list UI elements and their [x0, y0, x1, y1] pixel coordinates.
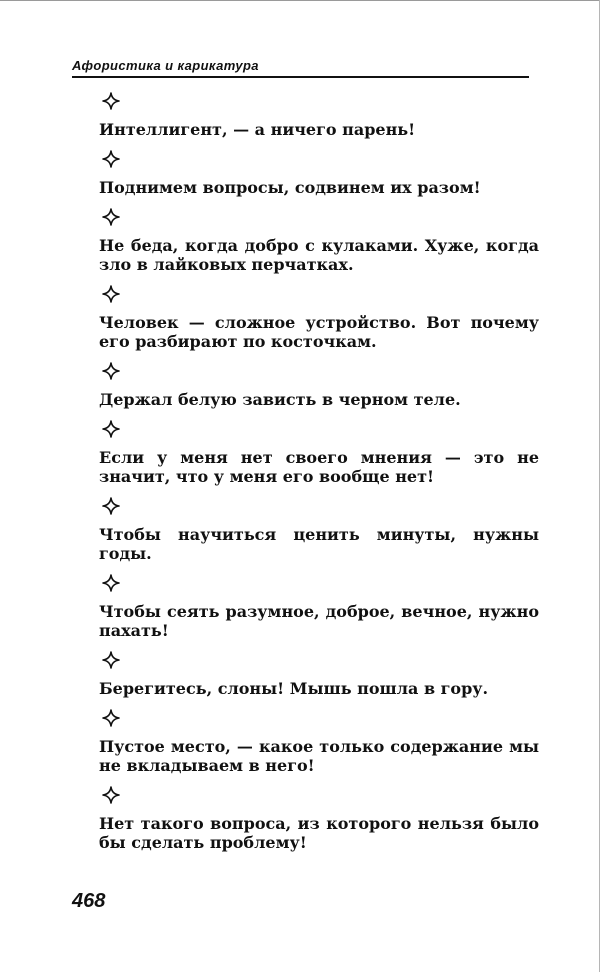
aphorism-text: Интеллигент, — а ничего парень!: [99, 120, 416, 139]
aphorism-entry: [99, 651, 539, 698]
aphorism-text: Нет такого вопроса, из которого нельзя было бы сделать проблему!: [99, 814, 539, 852]
page-number: 468: [72, 890, 106, 912]
four-point-star-icon: [102, 497, 120, 515]
aphorism-text: Не беда, когда добро с кулаками. Хуже, когда зло в лайковых перчатках.: [99, 236, 539, 274]
four-point-star-icon: [102, 362, 120, 380]
page-edge-top: [0, 0, 600, 1]
aphorism-list: [99, 92, 539, 863]
aphorism-text: Человек — сложное устройство. Вот почему его разбирают по косточкам.: [99, 313, 539, 351]
aphorism-entry: [99, 285, 539, 351]
aphorism-entry: [99, 420, 539, 486]
aphorism-text: Пустое место, — какое только содержание мы не вкладываем в него!: [99, 737, 539, 775]
aphorism-text: Поднимем вопросы, содвинем их разом!: [99, 178, 481, 197]
aphorism-entry: [99, 786, 539, 852]
aphorism-text: Чтобы сеять разумное, доброе, вечное, нужно пахать!: [99, 602, 539, 640]
aphorism-entry: [99, 362, 539, 409]
aphorism-entry: [99, 574, 539, 640]
four-point-star-icon: [102, 150, 120, 168]
four-point-star-icon: [102, 92, 120, 110]
four-point-star-icon: [102, 786, 120, 804]
aphorism-text: Если у меня нет своего мнения — это не значит, что у меня его вообще нет!: [99, 448, 539, 486]
header-rule: [72, 76, 529, 78]
four-point-star-icon: [102, 285, 120, 303]
aphorism-entry: [99, 92, 539, 139]
aphorism-entry: [99, 208, 539, 274]
four-point-star-icon: [102, 208, 120, 226]
four-point-star-icon: [102, 651, 120, 669]
aphorism-text: Чтобы научиться ценить минуты, нужны годы.: [99, 525, 539, 563]
aphorism-entry: [99, 497, 539, 563]
running-title: Афористика и карикатура: [72, 58, 259, 73]
aphorism-entry: [99, 709, 539, 775]
four-point-star-icon: [102, 420, 120, 438]
aphorism-entry: [99, 150, 539, 197]
aphorism-text: Держал белую зависть в черном теле.: [99, 390, 461, 409]
four-point-star-icon: [102, 574, 120, 592]
four-point-star-icon: [102, 709, 120, 727]
aphorism-text: Берегитесь, слоны! Мышь пошла в гору.: [99, 679, 489, 698]
